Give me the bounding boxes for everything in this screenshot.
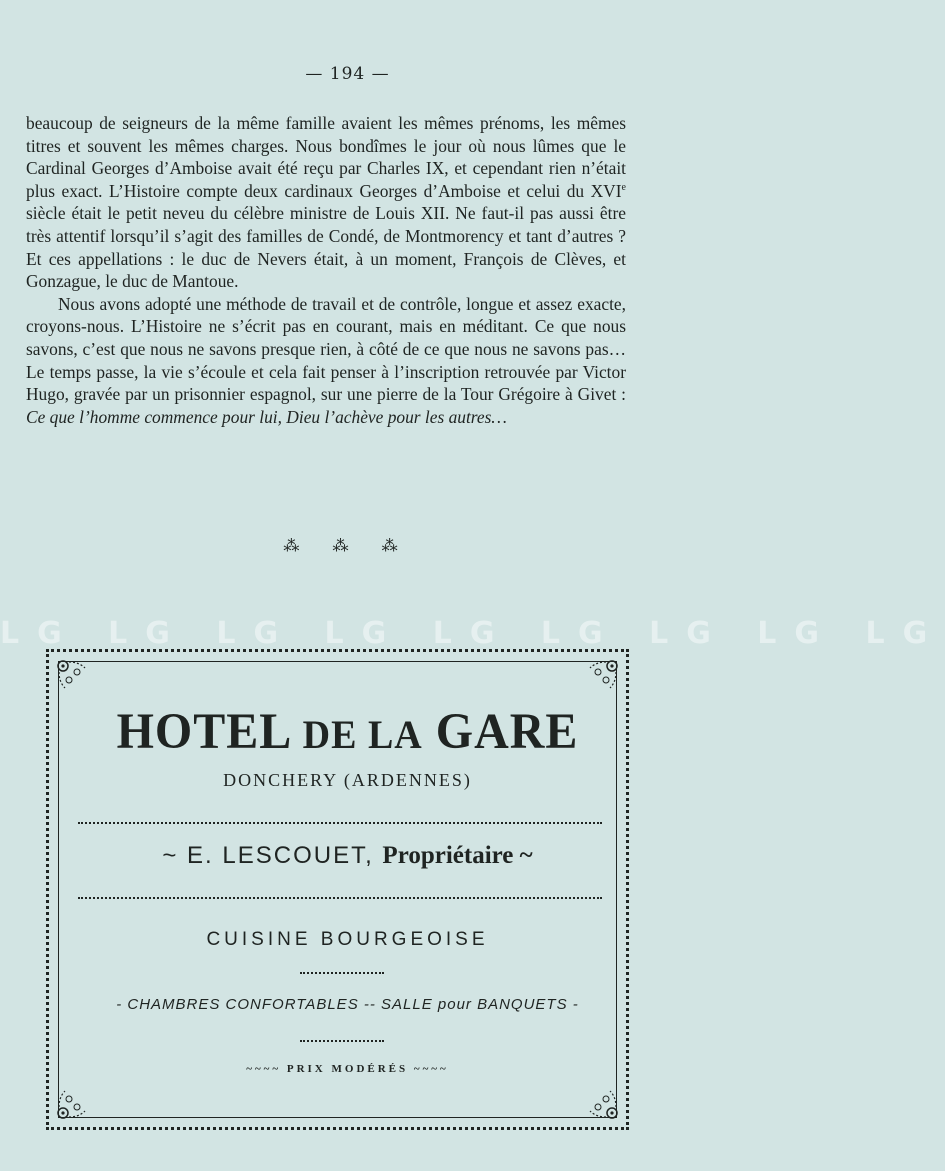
- corner-ornament-icon: [582, 658, 620, 696]
- chambres-line: - CHAMBRES CONFORTABLES -- SALLE pour BANQUETS -: [116, 996, 579, 1013]
- paragraph-1-part-a: beaucoup de seigneurs de la même famille avaient les mêmes prénoms, les mêmes titres et souvent les mêmes charges. Nous bondîmes le jour où nous lûmes que le Cardinal Georges d’Amboise avait été reçu par Charles IX, et cependant rien n’était plus exact. L’Histoire compte deux cardinaux Georges d’Amboise et celui du XVI: [26, 113, 626, 201]
- prix-line: ~~~~ PRIX MODÉRÉS ~~~~: [246, 1063, 449, 1075]
- page-number: — 194 —: [305, 64, 390, 84]
- paragraph-2: [26, 293, 626, 429]
- hotel-title-word: GARE: [435, 703, 579, 760]
- short-divider: [300, 1040, 384, 1042]
- fleuron-ornament: ⁂ ⁂ ⁂: [283, 536, 412, 555]
- watermark: LG LG LG LG LG LG LG LG LG: [0, 616, 945, 651]
- divider: [78, 897, 602, 899]
- corner-ornament-icon: [55, 658, 93, 696]
- corner-ornament-icon: [55, 1083, 93, 1121]
- corner-ornament-icon: [582, 1083, 620, 1121]
- cuisine-line: CUISINE BOURGEOISE: [206, 929, 489, 950]
- hotel-location: DONCHERY (ARDENNES): [223, 770, 472, 790]
- paragraph-1-part-b: siècle était le petit neveu du célèbre ministre de Louis XII. Ne faut-il pas aussi être très attentif lorsqu’il s’agit des familles de Condé, de Montmorency et tant d’autres ? Et ces appellations : le duc de Nevers était, à un moment, François de Clèves, et Gonzague, le duc de Mantoue.: [26, 203, 626, 292]
- paragraph-2-regular: Nous avons adopté une méthode de travail et de contrôle, longue et assez exacte, croyons-nous. L’Histoire ne s’écrit pas en courant, mais en méditant. Ce que nous savons, c’est que nous ne savons presque rien, à côté de ce que nous ne savons pas… Le temps passe, la vie s’écoule et cela fait penser à l’inscription retrouvée par Victor Hugo, gravée par un prisonnier espagnol, sur une pierre de la Tour Grégoire à Givet :: [26, 293, 626, 405]
- quote-italic: Ce que l’homme commence pour lui, Dieu l’achève pour les autres…: [26, 406, 507, 427]
- hotel-title: [0, 703, 695, 761]
- proprietor-name: ~ E. LESCOUET,: [162, 842, 374, 869]
- hotel-title-small: DE LA: [302, 713, 423, 758]
- short-divider: [300, 972, 384, 974]
- paragraph-1: [26, 112, 626, 293]
- body-text: [26, 112, 626, 428]
- hotel-title-word: HOTEL: [116, 703, 290, 760]
- proprietor-title: Propriétaire ~: [382, 842, 533, 869]
- proprietor-line: [0, 842, 695, 870]
- superscript-e: e: [621, 181, 626, 193]
- divider: [78, 822, 602, 824]
